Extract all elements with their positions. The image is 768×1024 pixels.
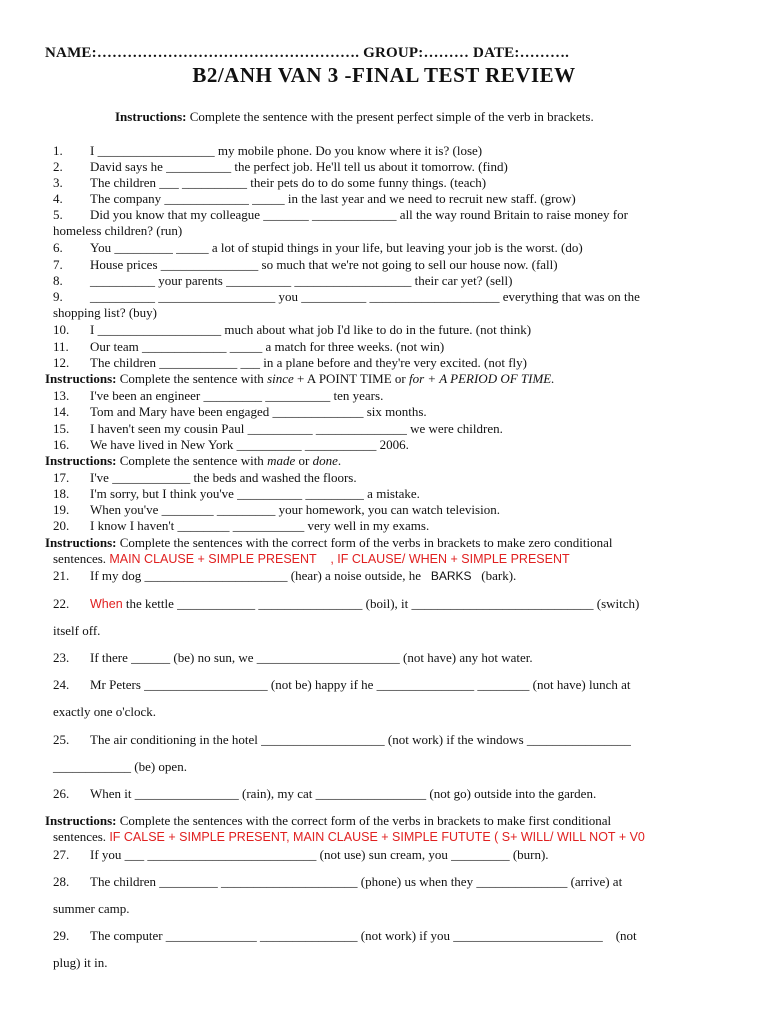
keyword-for: for [408,371,425,386]
question-28 [53,874,623,889]
question-29 [53,928,637,943]
question-text-rest: the kettle ____________ ________________ (boil), it ____________________________ (switch) [122,596,640,611]
question-number: 29. [53,928,70,943]
name-group-date-line: NAME:……………………………………………. GROUP:……… DATE:………. [45,45,570,61]
instructions-made-done [45,453,341,468]
question-number: 16. [53,437,70,452]
question-5-continued: homeless children? (run) [53,223,183,238]
instructions-label: Instructions: [45,813,117,828]
question-text: If you ___ __________________________ (not use) sun cream, you _________ (burn). [90,847,549,862]
instructions-label: Instructions: [115,109,187,124]
instructions-first-conditional-line2 [53,829,645,845]
question-10 [53,322,532,337]
question-text: The children _________ _____________________ (phone) us when they ______________ (arrive) at [90,874,623,889]
question-number: 18. [53,486,70,501]
question-15 [53,421,503,436]
question-12 [53,355,527,370]
question-text: I've been an engineer _________ __________ ten years. [90,388,384,403]
question-16 [53,437,409,452]
question-3 [53,175,487,190]
question-26 [53,786,597,801]
question-number: 26. [53,786,70,801]
instructions-zero-conditional-line2 [53,551,570,567]
question-text: When it ________________ (rain), my cat _________________ (not go) outside into the garden. [90,786,597,801]
question-text: The computer ______________ _______________ (not work) if you _______________________ (not [90,928,637,943]
question-4 [53,191,576,206]
question-9-continued: shopping list? (buy) [53,305,157,320]
instructions-first-conditional [45,813,611,828]
question-number: 15. [53,421,70,436]
question-20 [53,518,430,533]
question-22-continued: itself off. [53,623,101,638]
question-text: The air conditioning in the hotel ___________________ (not work) if the windows ________________ [90,732,631,747]
question-number: 2. [53,159,63,174]
instructions-zero-conditional [45,535,613,550]
question-number: 8. [53,273,63,288]
question-text: The children ___ __________ their pets do to do some funny things. (teach) [90,175,487,190]
question-text [90,596,639,612]
question-9 [53,289,640,304]
question-8 [53,273,513,288]
instructions-text: + A POINT TIME or [293,371,409,386]
instructions-text: Complete the sentence with [116,453,268,468]
question-text: I've ____________ the beds and washed the floors. [90,470,357,485]
question-number: 13. [53,388,70,403]
example-answer: BARKS [430,569,472,583]
instructions-text: or [295,453,313,468]
question-text: The company _____________ _____ in the last year and we need to recruit new staff. (grow) [90,191,576,206]
question-text: Did you know that my colleague _______ _____________ all the way round Britain to raise money for [90,207,628,222]
instructions-text: Complete the sentence with the present perfect simple of the verb in brackets. [186,109,594,124]
question-22 [53,596,640,611]
question-text: If there ______ (be) no sun, we ______________________ (not have) any hot water. [90,650,533,665]
question-number: 22. [53,596,70,611]
question-text: I haven't seen my cousin Paul __________ ______________ we were children. [90,421,503,436]
instructions-since-for [45,371,555,386]
question-25-continued: ____________ (be) open. [53,759,187,774]
question-number: 19. [53,502,70,517]
question-number: 5. [53,207,63,222]
instructions-text: . [337,453,342,468]
keyword-made: made [267,453,296,468]
question-24-continued: exactly one o'clock. [53,704,157,719]
question-text: __________ __________________ you __________ ____________________ everything that was on the [90,289,640,304]
question-29-continued: plug) it in. [53,955,108,970]
question-text: House prices _______________ so much that we're not going to sell our house now. (fall) [90,257,558,272]
instructions-label: Instructions: [45,371,117,386]
keyword-done: done [312,453,338,468]
page-title: B2/ANH VAN 3 -FINAL TEST REVIEW [192,63,576,87]
question-number: 17. [53,470,70,485]
question-18 [53,486,420,501]
question-text [90,568,516,584]
question-text: I __________________ my mobile phone. Do you know where it is? (lose) [90,143,483,158]
question-1 [53,143,483,158]
zero-conditional-formula: MAIN CLAUSE + SIMPLE PRESENT , IF CLAUSE/ WHEN + SIMPLE PRESENT [109,552,570,566]
question-text-before: If my dog ______________________ (hear) a noise outside, he [90,568,431,583]
instructions-text: + A PERIOD OF TIME. [424,371,555,386]
question-number: 20. [53,518,70,533]
question-number: 12. [53,355,70,370]
question-6 [53,240,583,255]
question-2 [53,159,508,174]
question-28-continued: summer camp. [53,901,130,916]
question-text: The children ____________ ___ in a plane before and they're very excited. (not fly) [90,355,527,370]
question-number: 10. [53,322,70,337]
question-text: David says he __________ the perfect job. He'll tell us about it tomorrow. (find) [90,159,508,174]
question-number: 28. [53,874,70,889]
question-text: You _________ _____ a lot of stupid things in your life, but leaving your job is the worst. (do) [90,240,583,255]
question-number: 23. [53,650,70,665]
first-conditional-formula: IF CALSE + SIMPLE PRESENT, MAIN CLAUSE + SIMPLE FUTUTE ( S+ WILL/ WILL NOT + V0 [109,830,645,844]
question-25 [53,732,631,747]
question-number: 14. [53,404,70,419]
question-text: I'm sorry, but I think you've __________ _________ a mistake. [90,486,420,501]
instructions-text: sentences. [53,829,110,844]
question-number: 3. [53,175,63,190]
instructions-label: Instructions: [45,453,117,468]
question-5 [53,207,628,222]
question-number: 6. [53,240,63,255]
question-14 [53,404,427,419]
question-text: I know I haven't ________ ___________ very well in my exams. [90,518,430,533]
keyword-when: When [90,597,123,611]
instructions-present-perfect [115,109,594,124]
instructions-text: Complete the sentence with [116,371,268,386]
instructions-text: Complete the sentences with the correct form of the verbs in brackets to make zero conditional [116,535,613,550]
instructions-text: Complete the sentences with the correct form of the verbs in brackets to make first conditional [116,813,612,828]
question-27 [53,847,549,862]
question-text: When you've ________ _________ your homework, you can watch television. [90,502,500,517]
question-23 [53,650,533,665]
question-17 [53,470,357,485]
question-21 [53,568,517,583]
question-7 [53,257,558,272]
question-text: Mr Peters ___________________ (not be) happy if he _______________ ________ (not have) lunch at [90,677,631,692]
question-number: 11. [53,339,69,354]
question-text-after: (bark). [471,568,517,583]
question-number: 9. [53,289,63,304]
question-24 [53,677,631,692]
question-text: I ___________________ much about what job I'd like to do in the future. (not think) [90,322,532,337]
question-number: 4. [53,191,63,206]
question-text: __________ your parents __________ __________________ their car yet? (sell) [90,273,513,288]
question-number: 27. [53,847,70,862]
instructions-text: sentences. [53,551,110,566]
question-text: We have lived in New York __________ ___________ 2006. [90,437,409,452]
question-13 [53,388,384,403]
question-number: 25. [53,732,70,747]
question-text: Tom and Mary have been engaged ______________ six months. [90,404,427,419]
question-text: Our team _____________ _____ a match for three weeks. (not win) [90,339,445,354]
keyword-since: since [267,371,294,386]
question-number: 24. [53,677,70,692]
question-number: 1. [53,143,63,158]
instructions-label: Instructions: [45,535,117,550]
question-19 [53,502,500,517]
question-number: 21. [53,568,70,583]
question-11 [53,339,445,354]
question-number: 7. [53,257,63,272]
